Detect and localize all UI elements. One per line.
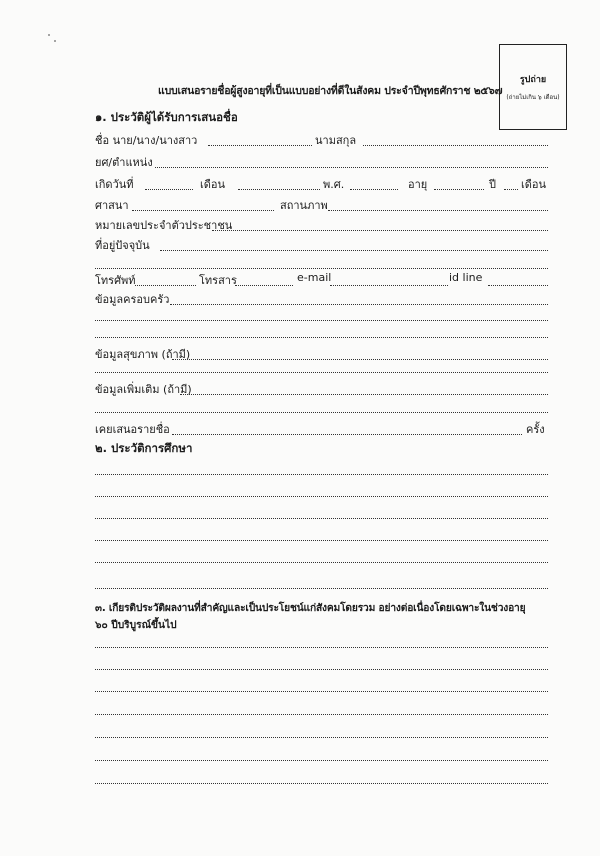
surname-label: นามสกุล — [315, 134, 357, 147]
achievement-line[interactable] — [95, 691, 548, 692]
family-label: ข้อมูลครอบครัว — [95, 293, 170, 306]
nominated-label: เคยเสนอรายชื่อ — [95, 423, 170, 436]
status-label: สถานภาพ — [280, 199, 328, 212]
achievement-line[interactable] — [95, 669, 548, 670]
birth-year-label: พ.ศ. — [323, 178, 345, 191]
education-line[interactable] — [95, 474, 548, 475]
line-id-label: id line — [449, 271, 483, 284]
education-line[interactable] — [95, 562, 548, 563]
age-years-field[interactable] — [434, 189, 484, 190]
birth-year-field[interactable] — [350, 189, 398, 190]
name-label: ชื่อ นาย/นาง/นางสาว — [95, 134, 198, 147]
health-label: ข้อมูลสุขภาพ (ถ้ามี) — [95, 348, 191, 361]
phone-label: โทรศัพท์ — [95, 274, 136, 287]
birth-month-label: เดือน — [200, 178, 226, 191]
section3-heading-cont: ๖๐ ปีบริบูรณ์ขึ้นไป — [95, 620, 177, 631]
health-field[interactable] — [172, 359, 548, 360]
age-label: อายุ — [408, 178, 428, 191]
achievement-line[interactable] — [95, 760, 548, 761]
photo-box-note: (ถ่ายไม่เกิน ๖ เดือน) — [506, 94, 560, 101]
section2-heading: ๒. ประวัติการศึกษา — [95, 441, 193, 455]
address-label: ที่อยู่ปัจจุบัน — [95, 239, 150, 252]
section3-heading: ๓. เกียรติประวัติผลงานที่สำคัญและเป็นประโยชน์แก่สังคมโดยรวม อย่างต่อเนื่องโดยเฉพาะในช่วงอายุ — [95, 603, 526, 614]
extra-info-label: ข้อมูลเพิ่มเติม (ถ้ามี) — [95, 383, 192, 396]
education-line[interactable] — [95, 496, 548, 497]
photo-box-label: รูปถ่าย — [519, 75, 547, 85]
education-line[interactable] — [95, 588, 548, 589]
health-field-line2[interactable] — [95, 372, 548, 373]
extra-info-field[interactable] — [180, 394, 548, 395]
religion-label: ศาสนา — [95, 199, 129, 212]
family-field-line3[interactable] — [95, 337, 548, 338]
surname-field[interactable] — [363, 145, 548, 146]
achievement-line[interactable] — [95, 714, 548, 715]
education-line[interactable] — [95, 518, 548, 519]
education-line[interactable] — [95, 540, 548, 541]
birth-day-field[interactable] — [145, 189, 193, 190]
family-field[interactable] — [170, 304, 548, 305]
form-title: แบบเสนอรายชื่อผู้สูงอายุที่เป็นแบบอย่างที่ดีในสังคม ประจำปีพุทธศักราช ๒๕๖๗ — [158, 85, 503, 97]
phone-field[interactable] — [135, 285, 196, 286]
address-field-line2[interactable] — [95, 268, 548, 269]
name-field[interactable] — [208, 145, 312, 146]
family-field-line2[interactable] — [95, 320, 548, 321]
email-field[interactable] — [330, 285, 448, 286]
religion-field[interactable] — [132, 210, 274, 211]
fax-field[interactable] — [235, 285, 293, 286]
fax-label: โทรสาร — [199, 274, 237, 287]
photo-box — [499, 44, 567, 130]
age-months-label: เดือน — [521, 178, 547, 191]
age-months-field[interactable] — [504, 189, 518, 190]
rank-label: ยศ/ตำแหน่ง — [95, 156, 153, 169]
marital-status-field[interactable] — [328, 210, 548, 211]
id-number-label: หมายเลขประจำตัวประชาชน — [95, 219, 233, 232]
rank-field[interactable] — [155, 167, 548, 168]
scan-speck — [54, 40, 56, 42]
birth-day-label: เกิดวันที่ — [95, 178, 134, 191]
achievement-line[interactable] — [95, 783, 548, 784]
section1-heading: ๑. ประวัติผู้ได้รับการเสนอชื่อ — [95, 110, 238, 124]
id-number-field[interactable] — [212, 230, 548, 231]
address-field[interactable] — [160, 250, 548, 251]
email-label: e-mail — [297, 271, 332, 284]
extra-info-field-line2[interactable] — [95, 412, 548, 413]
line-id-field[interactable] — [488, 285, 548, 286]
scan-speck — [48, 34, 50, 36]
achievement-line[interactable] — [95, 737, 548, 738]
achievement-line[interactable] — [95, 647, 548, 648]
age-years-label: ปี — [489, 178, 496, 191]
nominated-count-field[interactable] — [172, 434, 522, 435]
times-label: ครั้ง — [526, 423, 545, 436]
birth-month-field[interactable] — [238, 189, 320, 190]
